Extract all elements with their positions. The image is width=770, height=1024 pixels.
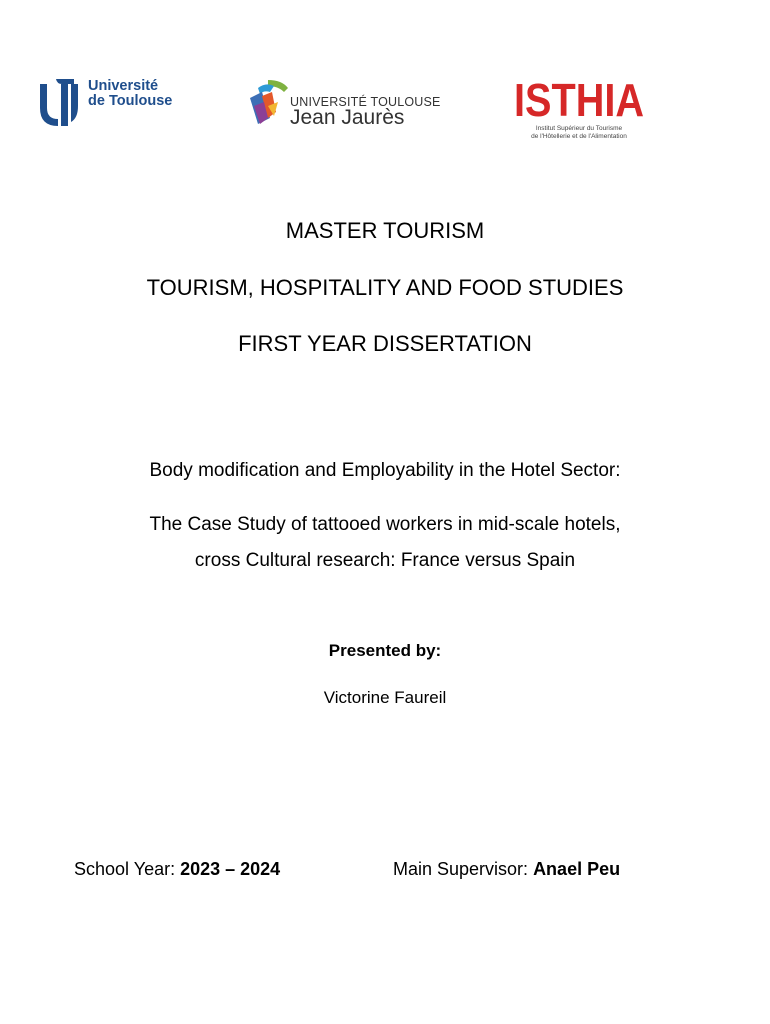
supervisor-label: Main Supervisor: [393,859,534,879]
isthia-logo [512,74,652,144]
main-supervisor [393,859,620,880]
presenter-name: Victorine Faureil [323,688,447,707]
presented-by-label: Presented by: [328,641,442,660]
program-title: MASTER TOURISM [285,218,485,243]
program-subtitle: TOURISM, HOSPITALITY AND FOOD STUDIES [146,275,624,300]
isthia-wordmark-text: ISTHIA [514,74,644,126]
ujj-logo-line2: Jean Jaurès [290,106,405,129]
ut-logo-line2: de Toulouse [88,93,173,109]
isthia-subtitle-line2: de l'Hôtellerie et de l'Alimentation [531,133,627,140]
supervisor-name: Anael Peu [533,859,621,879]
ut-logo-text [88,79,172,109]
school-year-label: School Year: [74,859,181,879]
ut-monogram-icon [38,78,82,128]
dissertation-type: FIRST YEAR DISSERTATION [238,331,532,356]
isthia-wordmark [512,74,646,126]
ut-logo-line1: Université [88,78,159,94]
universite-toulouse-jean-jaures-logo [248,78,458,130]
isthia-subtitle-line1: Institut Supérieur du Tourisme [535,125,623,132]
universite-de-toulouse-logo [38,78,188,128]
thesis-subtitle-line1: The Case Study of tattooed workers in mid-scale hotels, [149,514,621,535]
thesis-subtitle-line2: cross Cultural research: France versus Spain [194,550,576,571]
ujj-emblem-icon [248,78,290,128]
ujj-logo-line1: UNIVERSITÉ TOULOUSE [290,95,441,109]
thesis-title: Body modification and Employability in the Hotel Sector: [149,460,621,481]
school-year [74,859,280,880]
school-year-value: 2023 – 2024 [180,859,281,879]
